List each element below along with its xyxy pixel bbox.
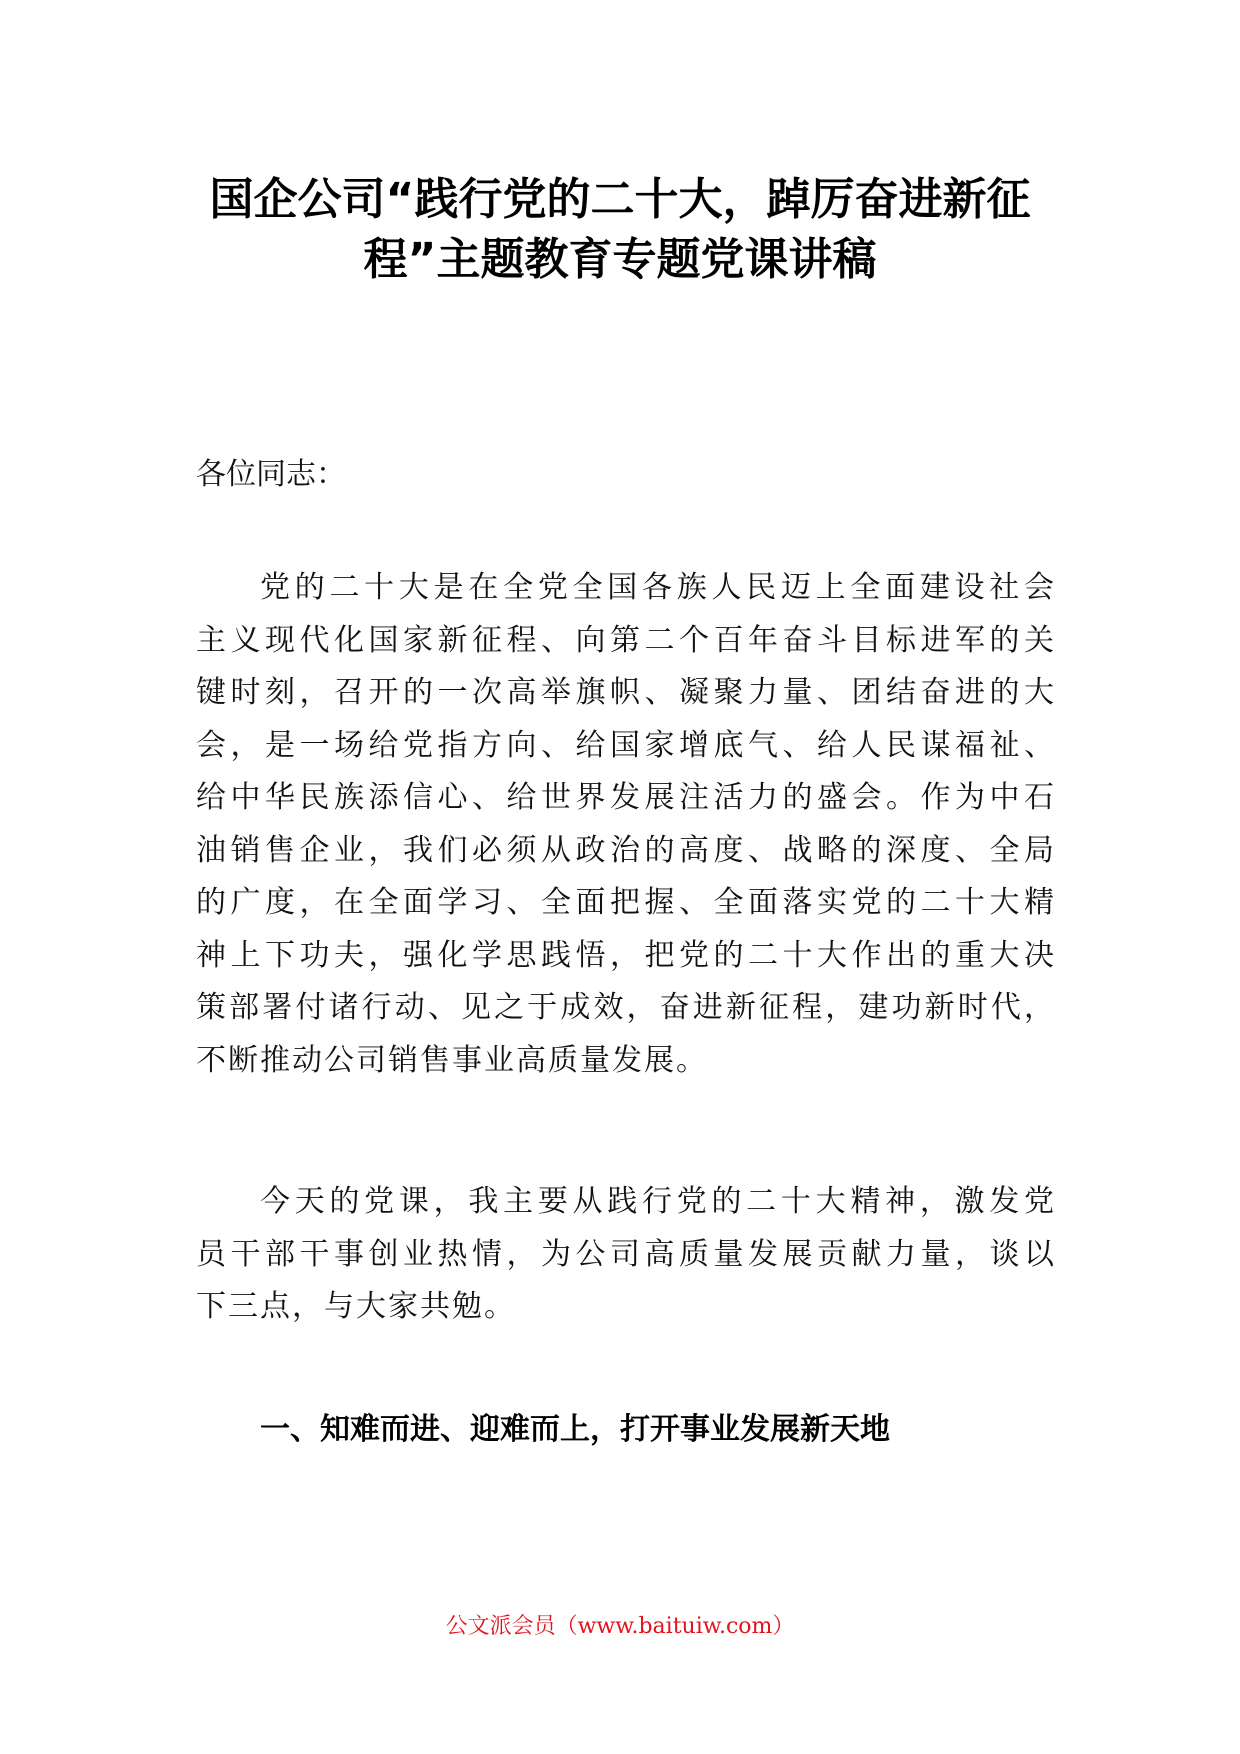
- paragraph-line: 神上下功夫，强化学思践悟，把党的二十大作出的重大决: [196, 937, 1056, 973]
- body-paragraph-1: [196, 562, 1056, 1087]
- paragraph-line: 策部署付诸行动、见之于成效，奋进新征程，建功新时代，: [196, 990, 1056, 1025]
- footer-watermark: 公文派会员（www.baituiw.com）: [445, 1614, 795, 1639]
- body-paragraph-2: [196, 1176, 1056, 1334]
- paragraph-line: 党的二十大是在全党全国各族人民迈上全面建设社会: [260, 570, 1056, 605]
- paragraph-line: 给中华民族添信心、给世界发展注活力的盛会。作为中石: [196, 780, 1056, 815]
- paragraph-line: 员干部干事创业热情，为公司高质量发展贡献力量，谈以: [196, 1236, 1056, 1272]
- document-title: [150, 170, 1090, 290]
- section-heading-1: 一、知难而进、迎难而上，打开事业发展新天地: [260, 1412, 890, 1447]
- paragraph-line: 键时刻，召开的一次高举旗帜、凝聚力量、团结奋进的大: [196, 675, 1056, 710]
- salutation: 各位同志：: [196, 457, 346, 492]
- paragraph-line: 今天的党课，我主要从践行党的二十大精神，激发党: [260, 1184, 1056, 1219]
- paragraph-line: 主义现代化国家新征程、向第二个百年奋斗目标进军的关: [196, 622, 1056, 658]
- paragraph-line: 下三点，与大家共勉。: [196, 1289, 516, 1324]
- paragraph-line: 的广度，在全面学习、全面把握、全面落实党的二十大精: [196, 885, 1056, 920]
- paragraph-line: 油销售企业，我们必须从政治的高度、战略的深度、全局: [196, 832, 1056, 868]
- title-line-2: 程”主题教育专题党课讲稿: [363, 234, 877, 285]
- paragraph-line: 不断推动公司销售事业高质量发展。: [196, 1042, 708, 1078]
- paragraph-line: 会，是一场给党指方向、给国家增底气、给人民谋福祉、: [196, 727, 1056, 763]
- title-line-1: 国企公司“践行党的二十大，踔厉奋进新征: [209, 174, 1031, 225]
